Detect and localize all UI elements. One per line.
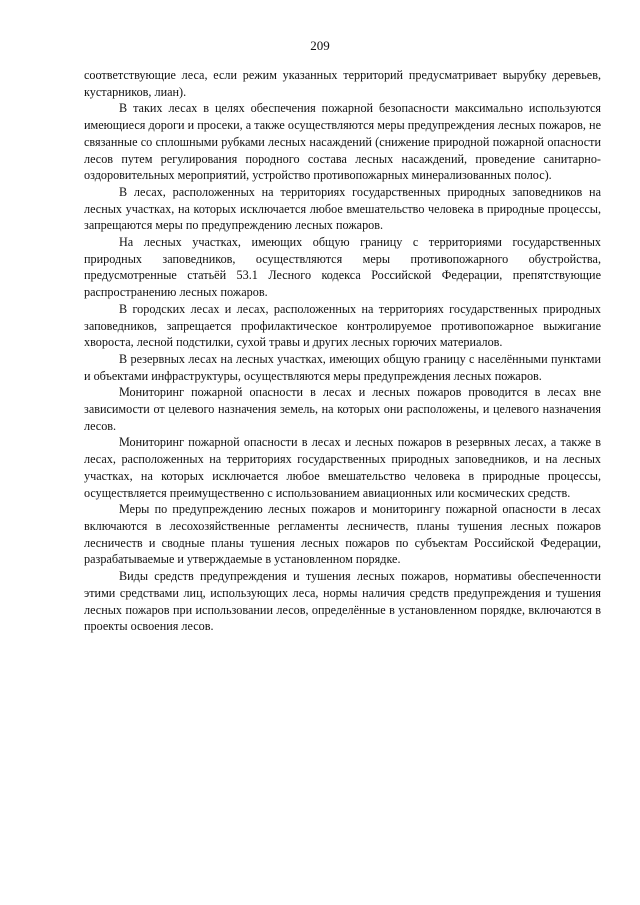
paragraph: Виды средств предупреждения и тушения лесных пожаров, нормативы обеспеченности этими средствами лиц, использующих леса, нормы наличия средств предупреждения и тушения лесных пожаров при использовании лесов, определённые в установленном порядке, включаются в проекты освоения лесов. bbox=[84, 569, 601, 634]
paragraph: Меры по предупреждению лесных пожаров и мониторингу пожарной опасности в лесах включаются в лесохозяйственные регламенты лесничеств, планы тушения лесных пожаров лесничеств и сводные планы тушения лесных пожаров по субъектам Российской Федерации, разрабатываемые и утверждаемые в установленном порядке. bbox=[84, 502, 601, 567]
page-number: 209 bbox=[310, 38, 330, 53]
paragraph: В таких лесах в целях обеспечения пожарной безопасности максимально используются имеющиеся дороги и просеки, а также осуществляются меры предупреждения лесных пожаров, не связанные со сплошными рубками лесных насаждений (снижение природной пожарной опасности лесов путем регулирования породного состава лесных насаждений, проведение санитарно-оздоровительных мероприятий, устройство противопожарных минерализованных полос). bbox=[84, 101, 601, 183]
paragraph: Мониторинг пожарной опасности в лесах и лесных пожаров в резервных лесах, а также в лесах, расположенных на территориях государственных природных заповедников, и на лесных участках, на которых исключается любое вмешательство человека в природные процессы, осуществляется преимущественно с использованием авиационных или космических средств. bbox=[84, 435, 601, 500]
paragraph: В лесах, расположенных на территориях государственных природных заповедников на лесных участках, на которых исключается любое вмешательство человека в природные процессы, запрещаются меры по предупреждению лесных пожаров. bbox=[84, 184, 601, 233]
paragraph: В городских лесах и лесах, расположенных на территориях государственных природных заповедников, запрещается профилактическое контролируемое противопожарное выжигание хвороста, лесной подстилки, сухой травы и других лесных горючих материалов. bbox=[84, 301, 601, 350]
paragraph: В резервных лесах на лесных участках, имеющих общую границу с населёнными пунктами и объектами инфраструктуры, осуществляются меры предупреждения лесных пожаров. bbox=[84, 351, 601, 383]
paragraph: На лесных участках, имеющих общую границу с территориями государственных природных заповедников, осуществляются меры противопожарного обустройства, предусмотренные статьёй 53.1 Лесного кодекса Российской Федерации, препятствующие распространению лесных пожаров. bbox=[84, 235, 601, 300]
document-body bbox=[84, 67, 601, 635]
paragraph-continuation: соответствующие леса, если режим указанных территорий предусматривает вырубку деревьев, кустарников, лиан). bbox=[84, 68, 601, 99]
paragraph: Мониторинг пожарной опасности в лесах и лесных пожаров проводится в лесах вне зависимости от целевого назначения земель, на которых они расположены, и целевого назначения лесов. bbox=[84, 385, 601, 433]
